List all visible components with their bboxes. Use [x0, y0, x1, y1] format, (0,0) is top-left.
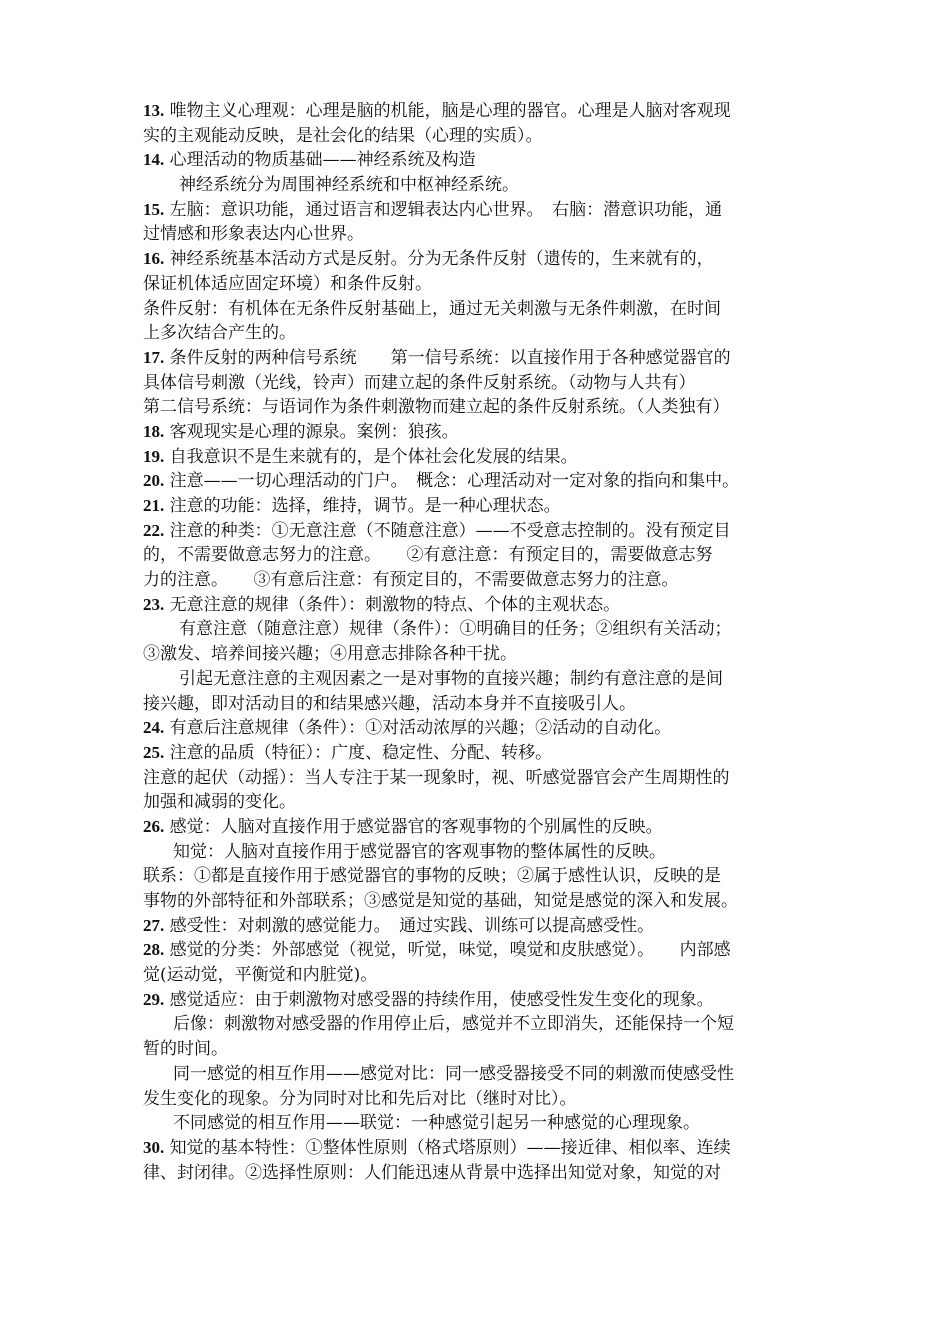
- text-line: [143, 864, 815, 889]
- line-text: 注意的品质（特征）：广度、稳定性、分配、转移。: [164, 742, 553, 763]
- text-line: [143, 395, 815, 420]
- line-text: 注意的功能：选择，维持，调节。是一种心理状态。: [164, 496, 561, 516]
- text-line: [143, 790, 815, 815]
- text-line: [143, 1161, 815, 1186]
- line-text: 觉(运动觉，平衡觉和内脏觉)。: [143, 965, 378, 986]
- line-text: 注意——一切心理活动的门户。 概念：心理活动对一定对象的指向和集中。: [164, 471, 740, 492]
- line-text: 知觉：人脑对直接作用于感觉器官的客观事物的整体属性的反映。: [173, 841, 666, 862]
- text-line: [143, 716, 815, 741]
- text-line: [143, 321, 815, 346]
- line-text: 引起无意注意的主观因素之一是对事物的直接兴趣；制约有意注意的是间: [179, 668, 723, 689]
- item-number: 23.: [143, 594, 165, 614]
- text-line: [143, 963, 815, 988]
- line-text: 感觉的分类：外部感觉（视觉，听觉，味觉，嗅觉和皮肤感觉）。 内部感: [164, 940, 731, 961]
- text-line: [143, 99, 815, 124]
- text-line: [143, 1012, 815, 1037]
- text-line: [143, 1136, 815, 1161]
- text-line: [143, 124, 815, 149]
- line-text: 发生变化的现象。分为同时对比和先后对比（继时对比）。: [143, 1088, 577, 1109]
- line-text: 保证机体适应固定环境）和条件反射。: [143, 273, 432, 294]
- line-text: 注意的种类：①无意注意（不随意注意）——不受意志控制的。没有预定目: [164, 520, 731, 541]
- text-line: [143, 1037, 815, 1062]
- line-text: 知觉的基本特性：①整体性原则（格式塔原则）——接近律、相似率、连续: [164, 1137, 731, 1158]
- text-line: [143, 247, 815, 272]
- item-number: 24.: [143, 718, 165, 738]
- text-line: [143, 741, 815, 766]
- line-text: 不同感觉的相互作用——联觉：一种感觉引起另一种感觉的心理现象。: [173, 1113, 700, 1134]
- item-number: 26.: [143, 816, 165, 836]
- line-text: 无意注意的规律（条件）：刺激物的特点、个体的主观状态。: [164, 594, 621, 615]
- text-line: [143, 1087, 815, 1112]
- line-text: 第二信号系统：与语词作为条件刺激物而建立起的条件反射系统。（人类独有）: [143, 397, 730, 418]
- text-line: [143, 840, 815, 865]
- line-text: 心理活动的物质基础——神经系统及构造: [164, 150, 476, 171]
- item-number: 25.: [143, 742, 165, 762]
- item-number: 29.: [143, 989, 165, 1009]
- item-number: 22.: [143, 520, 165, 540]
- text-line: [143, 346, 815, 371]
- text-line: [143, 1062, 815, 1087]
- text-line: [143, 494, 815, 519]
- line-text: 过情感和形象表达内心世界。: [143, 224, 364, 245]
- line-text: 同一感觉的相互作用——感觉对比：同一感受器接受不同的刺激而使感受性: [173, 1063, 734, 1084]
- item-number: 27.: [143, 915, 165, 935]
- text-line: [143, 617, 815, 642]
- line-text: 感受性：对刺激的感觉能力。 通过实践、训练可以提高感受性。: [164, 915, 655, 936]
- text-line: [143, 1111, 815, 1136]
- text-line: [143, 148, 815, 173]
- line-text: 感觉适应：由于刺激物对感受器的持续作用，使感受性发生变化的现象。: [164, 989, 714, 1010]
- line-text: 后像：刺激物对感受器的作用停止后，感觉并不立即消失，还能保持一个短: [173, 1014, 734, 1035]
- text-line: [143, 198, 815, 223]
- line-text: 自我意识不是生来就有的，是个体社会化发展的结果。: [164, 446, 578, 467]
- line-text: 律、封闭律。②选择性原则：人们能迅速从背景中选择出知觉对象，知觉的对: [143, 1162, 721, 1183]
- text-line: [143, 272, 815, 297]
- line-text: 接兴趣，即对活动目的和结果感兴趣，活动本身并不直接吸引人。: [143, 693, 636, 714]
- line-text: 感觉：人脑对直接作用于感觉器官的客观事物的个别属性的反映。: [164, 816, 663, 837]
- line-text: 事物的外部特征和外部联系；③感觉是知觉的基础，知觉是感觉的深入和发展。: [143, 891, 738, 911]
- item-number: 15.: [143, 199, 165, 219]
- item-number: 16.: [143, 249, 165, 269]
- line-text: 注意的起伏（动摇）：当人专注于某一现象时，视、听感觉器官会产生周期性的: [143, 767, 730, 788]
- line-text: 实的主观能动反映，是社会化的结果（心理的实质）。: [143, 125, 543, 146]
- text-line: [143, 889, 815, 914]
- text-line: [143, 667, 815, 692]
- text-line: [143, 938, 815, 963]
- line-text: 条件反射：有机体在无条件反射基础上，通过无关刺激与无条件刺激，在时间: [143, 298, 721, 319]
- text-line: [143, 173, 815, 198]
- line-text: 力的注意。 ③有意后注意：有预定目的，不需要做意志努力的注意。: [143, 570, 679, 591]
- item-number: 20.: [143, 471, 165, 491]
- text-line: [143, 469, 815, 494]
- item-number: 17.: [143, 347, 165, 367]
- item-number: 13.: [143, 101, 165, 120]
- item-number: 18.: [143, 421, 165, 441]
- line-text: ③激发、培养间接兴趣；④用意志排除各种干扰。: [143, 644, 517, 665]
- line-text: 神经系统分为周围神经系统和中枢神经系统。: [179, 175, 519, 196]
- text-line: [143, 420, 815, 445]
- line-text: 神经系统基本活动方式是反射。分为无条件反射（遗传的，生来就有的，: [164, 249, 714, 270]
- line-text: 上多次结合产生的。: [143, 323, 296, 344]
- line-text: 的，不需要做意志努力的注意。 ②有意注意：有预定目的，需要做意志努: [143, 545, 713, 566]
- text-line: [143, 914, 815, 939]
- text-line: [143, 222, 815, 247]
- text-line: [143, 297, 815, 322]
- line-text: 有意注意（随意注意）规律（条件）：①明确目的任务；②组织有关活动；: [179, 619, 732, 640]
- item-number: 28.: [143, 940, 165, 960]
- item-number: 14.: [143, 150, 165, 170]
- text-line: [143, 445, 815, 470]
- text-line: [143, 593, 815, 618]
- text-line: [143, 543, 815, 568]
- text-line: [143, 692, 815, 717]
- line-text: 有意后注意规律（条件）：①对活动浓厚的兴趣；②活动的自动化。: [164, 718, 672, 739]
- text-line: [143, 519, 815, 544]
- line-text: 具体信号刺激（光线，铃声）而建立起的条件反射系统。（动物与人共有）: [143, 372, 696, 393]
- line-text: 联系：①都是直接作用于感觉器官的事物的反映；②属于感性认识，反映的是: [143, 866, 721, 887]
- item-number: 19.: [143, 446, 165, 466]
- document-body: [143, 99, 815, 1185]
- text-line: [143, 371, 815, 396]
- line-text: 加强和减弱的变化。: [143, 792, 296, 813]
- line-text: 左脑：意识功能，通过语言和逻辑表达内心世界。 右脑：潜意识功能，通: [164, 199, 723, 220]
- text-line: [143, 642, 815, 667]
- line-text: 唯物主义心理观：心理是脑的机能，脑是心理的器官。心理是人脑对客观现: [164, 101, 731, 121]
- line-text: 条件反射的两种信号系统 第一信号系统：以直接作用于各种感觉器官的: [164, 347, 731, 368]
- item-number: 30.: [143, 1137, 165, 1157]
- text-line: [143, 988, 815, 1013]
- text-line: [143, 815, 815, 840]
- line-text: 暂的时间。: [143, 1039, 228, 1060]
- text-line: [143, 568, 815, 593]
- line-text: 客观现实是心理的源泉。案例：狼孩。: [164, 421, 459, 442]
- text-line: [143, 766, 815, 791]
- item-number: 21.: [143, 496, 165, 515]
